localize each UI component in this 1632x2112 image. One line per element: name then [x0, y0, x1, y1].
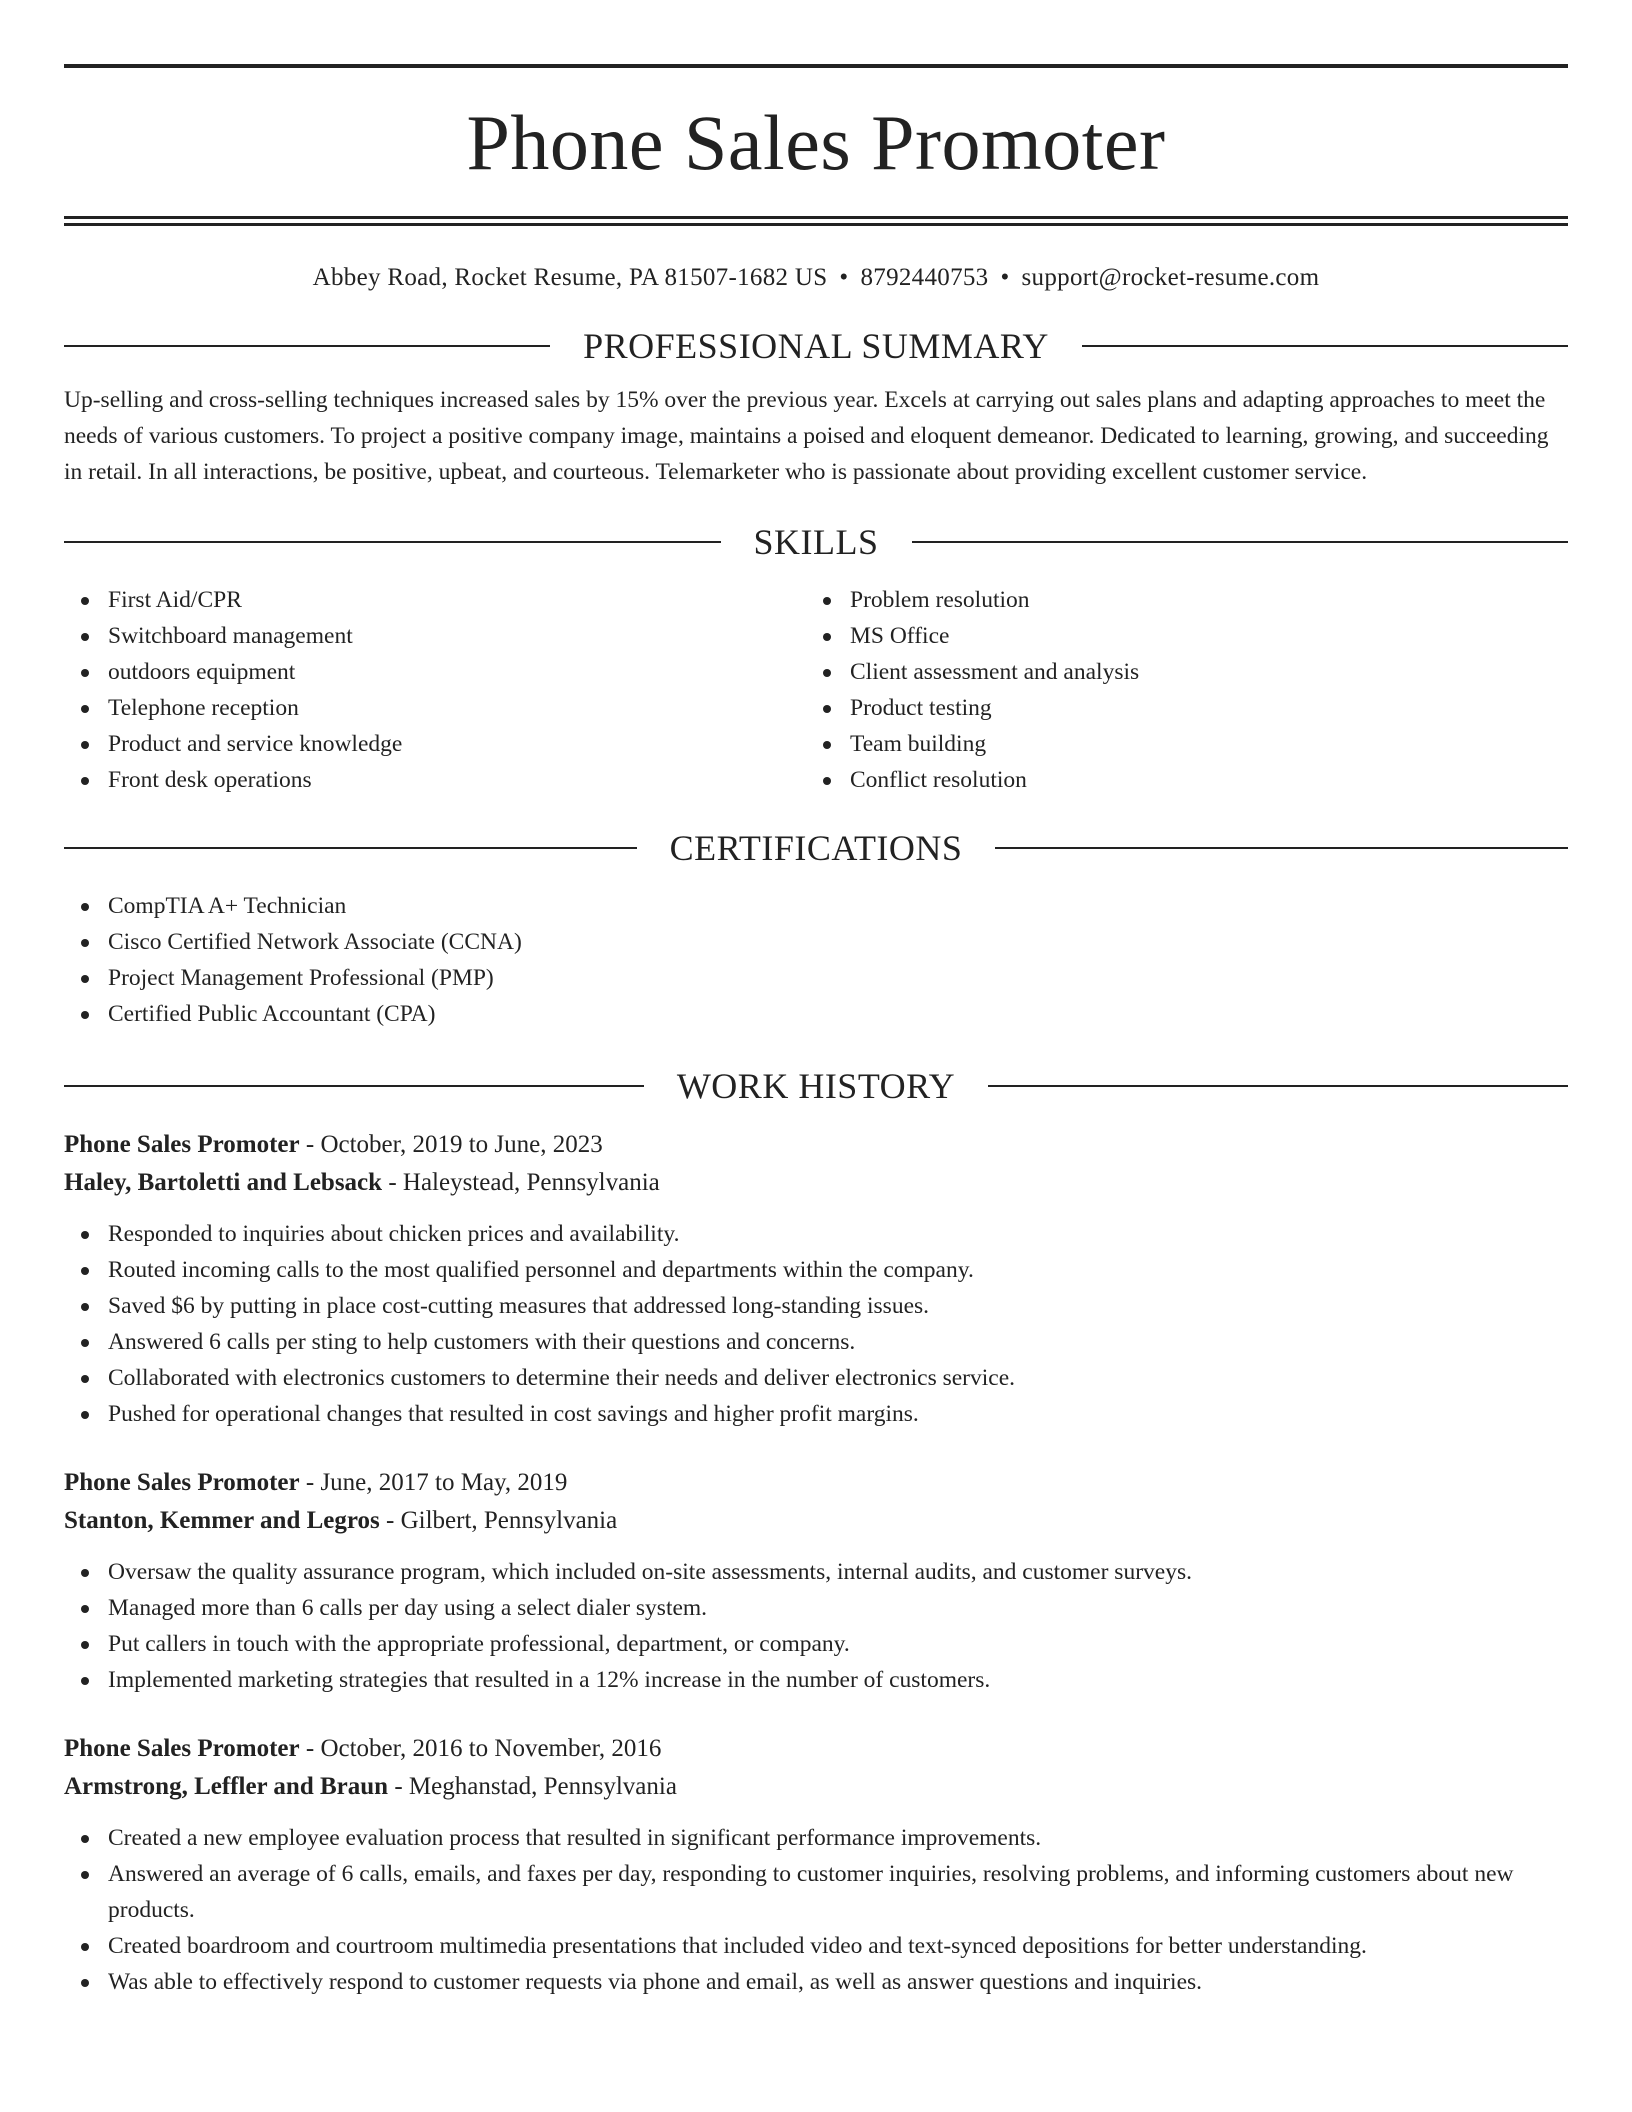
job-dash: -	[299, 1469, 321, 1496]
heading-rule-right	[912, 541, 1569, 543]
section-heading-skills	[64, 524, 1568, 560]
section-heading-work-history	[64, 1068, 1568, 1104]
job-duties-list	[64, 1554, 1568, 1698]
job-company: Armstrong, Leffler and Braun	[64, 1773, 389, 1800]
job-dates: October, 2019 to June, 2023	[320, 1131, 603, 1158]
job-duty: Put callers in touch with the appropriate professional, department, or company.	[64, 1626, 1568, 1662]
job-entry	[64, 1464, 1568, 1698]
heading-rule-left	[64, 847, 637, 849]
job-location: Haleystead, Pennsylvania	[402, 1169, 660, 1196]
job-title: Phone Sales Promoter	[64, 1469, 300, 1496]
job-entry	[64, 1126, 1568, 1432]
skill-item: Switchboard management	[64, 618, 806, 654]
job-duty: Responded to inquiries about chicken prices and availability.	[64, 1216, 1568, 1252]
job-company: Stanton, Kemmer and Legros	[64, 1507, 380, 1534]
heading-rule-right	[1082, 345, 1568, 347]
contact-separator: •	[839, 264, 849, 291]
contact-email: support@rocket-resume.com	[1021, 264, 1320, 291]
skill-item: Problem resolution	[806, 582, 1548, 618]
certification-item: Project Management Professional (PMP)	[64, 960, 1568, 996]
summary-text: Up-selling and cross-selling techniques increased sales by 15% over the previous year. Excels at carrying out sales plans and adapting approaches to meet the needs of various customers. To project a positive company image, maintains a poised and eloquent demeanor. Dedicated to learning, growing, and succeeding in retail. In all interactions, be positive, upbeat, and courteous. Telemarketer who is passionate about providing excellent customer service.	[64, 387, 1549, 485]
skill-item: Product testing	[806, 690, 1548, 726]
job-duty: Managed more than 6 calls per day using a select dialer system.	[64, 1590, 1568, 1626]
job-title: Phone Sales Promoter	[64, 1131, 300, 1158]
job-company-line	[64, 1502, 1568, 1540]
job-duty: Pushed for operational changes that resulted in cost savings and higher profit margins.	[64, 1396, 1568, 1432]
resume-page	[64, 64, 1568, 2000]
job-duty: Saved $6 by putting in place cost-cutting measures that addressed long-standing issues.	[64, 1288, 1568, 1324]
heading-rule-left	[64, 1085, 644, 1087]
job-dash: -	[382, 1169, 403, 1196]
job-dash: -	[379, 1507, 401, 1534]
heading-rule-left	[64, 345, 550, 347]
job-dash: -	[299, 1735, 321, 1762]
job-title-line	[64, 1126, 1568, 1164]
heading-rule-right	[988, 1085, 1568, 1087]
job-title: Phone Sales Promoter	[64, 1735, 300, 1762]
certifications-heading: CERTIFICATIONS	[669, 828, 963, 868]
job-duty: Implemented marketing strategies that resulted in a 12% increase in the number of customers.	[64, 1662, 1568, 1698]
section-heading-summary	[64, 328, 1568, 364]
certification-item: Certified Public Accountant (CPA)	[64, 996, 1568, 1032]
work-history-heading: WORK HISTORY	[676, 1066, 956, 1106]
contact-separator: •	[1000, 264, 1010, 291]
job-title-line	[64, 1730, 1568, 1768]
skill-item: Client assessment and analysis	[806, 654, 1548, 690]
skill-item: outdoors equipment	[64, 654, 806, 690]
skill-item: Team building	[806, 726, 1548, 762]
certification-item: CompTIA A+ Technician	[64, 888, 1568, 924]
job-duty: Created boardroom and courtroom multimedia presentations that included video and text-synced depositions for better understanding.	[64, 1928, 1568, 1964]
job-duty: Answered an average of 6 calls, emails, and faxes per day, responding to customer inquiries, resolving problems, and informing customers about new products.	[64, 1856, 1568, 1928]
job-duty: Was able to effectively respond to customer requests via phone and email, as well as answer questions and inquiries.	[64, 1964, 1568, 2000]
job-duty: Answered 6 calls per sting to help customers with their questions and concerns.	[64, 1324, 1568, 1360]
skill-item: Telephone reception	[64, 690, 806, 726]
skills-list-right	[806, 582, 1548, 798]
skills-heading: SKILLS	[753, 522, 879, 562]
skill-item: Front desk operations	[64, 762, 806, 798]
job-dates: June, 2017 to May, 2019	[320, 1469, 568, 1496]
skill-item: Product and service knowledge	[64, 726, 806, 762]
job-location: Meghanstad, Pennsylvania	[408, 1773, 677, 1800]
skill-item: MS Office	[806, 618, 1548, 654]
skills-columns	[64, 582, 1568, 798]
skills-list-left	[64, 582, 806, 798]
heading-rule-left	[64, 541, 721, 543]
section-heading-certifications	[64, 830, 1568, 866]
job-title-line	[64, 1464, 1568, 1502]
job-duty: Collaborated with electronics customers to determine their needs and deliver electronics service.	[64, 1360, 1568, 1396]
job-duty: Routed incoming calls to the most qualified personnel and departments within the company.	[64, 1252, 1568, 1288]
job-duty: Created a new employee evaluation process that resulted in significant performance improvements.	[64, 1820, 1568, 1856]
job-entry	[64, 1730, 1568, 2000]
resume-name: Phone Sales Promoter	[466, 99, 1166, 186]
contact-address: Abbey Road, Rocket Resume, PA 81507-1682 US	[312, 264, 828, 291]
summary-heading: PROFESSIONAL SUMMARY	[583, 326, 1049, 366]
job-location: Gilbert, Pennsylvania	[400, 1507, 618, 1534]
job-duties-list	[64, 1216, 1568, 1432]
double-rule	[64, 216, 1568, 226]
job-company-line	[64, 1164, 1568, 1202]
job-company-line	[64, 1768, 1568, 1806]
certifications-list	[64, 888, 1568, 1032]
contact-line	[64, 264, 1568, 292]
heading-rule-right	[995, 847, 1568, 849]
skill-item: First Aid/CPR	[64, 582, 806, 618]
job-company: Haley, Bartoletti and Lebsack	[64, 1169, 383, 1196]
certification-item: Cisco Certified Network Associate (CCNA)	[64, 924, 1568, 960]
skill-item: Conflict resolution	[806, 762, 1548, 798]
job-dates: October, 2016 to November, 2016	[320, 1735, 662, 1762]
job-dash: -	[388, 1773, 409, 1800]
contact-phone: 8792440753	[860, 264, 989, 291]
job-duty: Oversaw the quality assurance program, which included on-site assessments, internal audits, and customer surveys.	[64, 1554, 1568, 1590]
job-duties-list	[64, 1820, 1568, 2000]
job-dash: -	[299, 1131, 321, 1158]
